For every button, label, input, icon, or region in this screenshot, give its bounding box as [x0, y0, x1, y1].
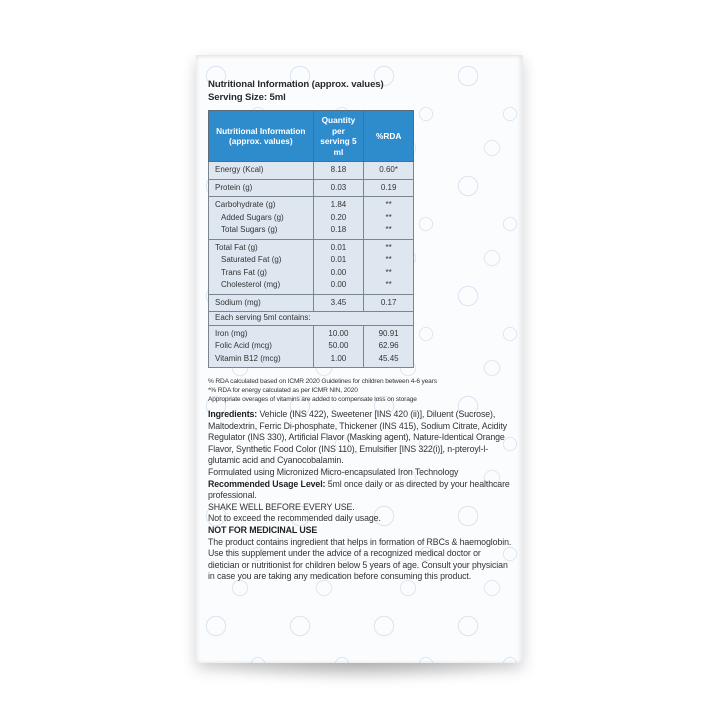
nutrient-rda: 0.19 — [364, 179, 414, 197]
table-row — [209, 197, 414, 212]
nutrient-rda: ** — [364, 239, 414, 254]
shake-warning: SHAKE WELL BEFORE EVERY USE. — [208, 501, 355, 512]
nutrient-name: Total Sugars (g) — [209, 224, 314, 239]
nutrient-rda: ** — [364, 197, 414, 212]
table-row — [209, 325, 414, 340]
nutrient-name: Protein (g) — [209, 179, 314, 197]
table-row — [209, 162, 414, 180]
nutrient-rda: ** — [364, 279, 414, 294]
column-header-nutrient: Nutritional Information (approx. values) — [209, 111, 314, 162]
nutrient-quantity: 0.01 — [313, 254, 364, 267]
nutrition-title: Nutritional Information (approx. values) — [208, 79, 384, 90]
nutrient-rda: 45.45 — [364, 353, 414, 368]
column-header-rda: %RDA — [364, 111, 414, 162]
ingredients-paragraph — [208, 409, 514, 467]
nutrient-name: Total Fat (g) — [209, 239, 314, 254]
footnote-energy-rda: *% RDA for energy calculated as per ICMR NIN, 2020 — [208, 387, 358, 394]
nutrient-name: Trans Fat (g) — [209, 267, 314, 280]
nutrient-quantity: 0.00 — [313, 279, 364, 294]
label-content — [208, 78, 514, 583]
table-row — [209, 179, 414, 197]
nutrient-quantity: 0.00 — [313, 267, 364, 280]
serving-size: Serving Size: 5ml — [208, 92, 286, 103]
nutrient-name: Cholesterol (mg) — [209, 279, 314, 294]
dosage-warning: Not to exceed the recommended daily usage. — [208, 513, 381, 524]
nutrient-name: Added Sugars (g) — [209, 212, 314, 225]
table-row — [209, 212, 414, 225]
rbc-claim: The product contains ingredient that helps in formation of RBCs & haemoglobin. — [208, 536, 512, 547]
nutrient-name: Saturated Fat (g) — [209, 254, 314, 267]
nutrient-quantity: 3.45 — [313, 294, 364, 312]
column-header-quantity: Quantity per serving 5 ml — [313, 111, 364, 162]
table-row — [209, 340, 414, 353]
nutrient-quantity: 0.03 — [313, 179, 364, 197]
formulation-text: Formulated using Micronized Micro-encapsulated Iron Technology — [208, 466, 459, 477]
table-row — [209, 239, 414, 254]
advice-text: Use this supplement under the advice of a recognized medical doctor or dietician or nutritionist for children below 5 years of age. Consult your physician in case you are taking any medication before consuming this product. — [208, 548, 508, 582]
table-span-row — [209, 312, 414, 326]
nutrient-quantity: 50.00 — [313, 340, 364, 353]
ingredients-text: Vehicle (INS 422), Sweetener [INS 420 (ii)], Diluent (Sucrose), Maltodextrin, Ferric Di-phosphate, Thickener (INS 415), Sodium Citrate, Acidity Regulator (INS 330), Artificial Flavor (Masking agent), Nature-Identical Orange Flavor, Synthetic Food Color (INS 110), Emulsifier [INS 322(i)], n-pteroyl-l-glutamic acid and Cyanocobalamin. — [208, 409, 507, 466]
rda-footnotes — [208, 377, 514, 404]
nutrient-quantity: 0.20 — [313, 212, 364, 225]
nutrient-name: Folic Acid (mcg) — [209, 340, 314, 353]
nutrition-table — [208, 110, 414, 368]
not-medicinal-warning: NOT FOR MEDICINAL USE — [208, 524, 318, 535]
nutrient-quantity: 0.01 — [313, 239, 364, 254]
nutrient-rda: ** — [364, 267, 414, 280]
nutrient-quantity: 0.18 — [313, 224, 364, 239]
nutrient-quantity: 1.00 — [313, 353, 364, 368]
nutrient-name: Iron (mg) — [209, 325, 314, 340]
nutrient-rda: 90.91 — [364, 325, 414, 340]
nutrient-rda: 0.17 — [364, 294, 414, 312]
nutrient-rda: ** — [364, 224, 414, 239]
product-box-back-panel — [196, 55, 523, 663]
nutrient-name: Sodium (mg) — [209, 294, 314, 312]
nutrient-name: Energy (Kcal) — [209, 162, 314, 180]
footnote-rda-basis: % RDA calculated based on ICMR 2020 Guidelines for children between 4-6 years — [208, 378, 437, 385]
ingredients-label: Ingredients: — [208, 409, 258, 419]
nutrient-quantity: 8.18 — [313, 162, 364, 180]
nutrient-rda: 62.96 — [364, 340, 414, 353]
label-body-text — [208, 409, 514, 583]
table-row — [209, 224, 414, 239]
nutrient-quantity: 1.84 — [313, 197, 364, 212]
table-row — [209, 254, 414, 267]
nutrient-name: Carbohydrate (g) — [209, 197, 314, 212]
nutrient-rda: ** — [364, 254, 414, 267]
nutrient-rda: ** — [364, 212, 414, 225]
nutrient-name: Vitamin B12 (mcg) — [209, 353, 314, 368]
table-row — [209, 294, 414, 312]
nutrient-quantity: 10.00 — [313, 325, 364, 340]
usage-label: Recommended Usage Level: — [208, 478, 326, 489]
usage-text: 5ml once daily or as directed by your healthcare professional. — [208, 478, 510, 501]
table-row — [209, 279, 414, 294]
usage-paragraph — [208, 479, 514, 502]
nutrient-rda: 0.60* — [364, 162, 414, 180]
table-row — [209, 267, 414, 280]
footnote-overages: Appropriate overages of vitamins are added to compensate loss on storage — [208, 396, 417, 403]
each-serving-label: Each serving 5ml contains: — [209, 312, 414, 326]
table-row — [209, 353, 414, 368]
